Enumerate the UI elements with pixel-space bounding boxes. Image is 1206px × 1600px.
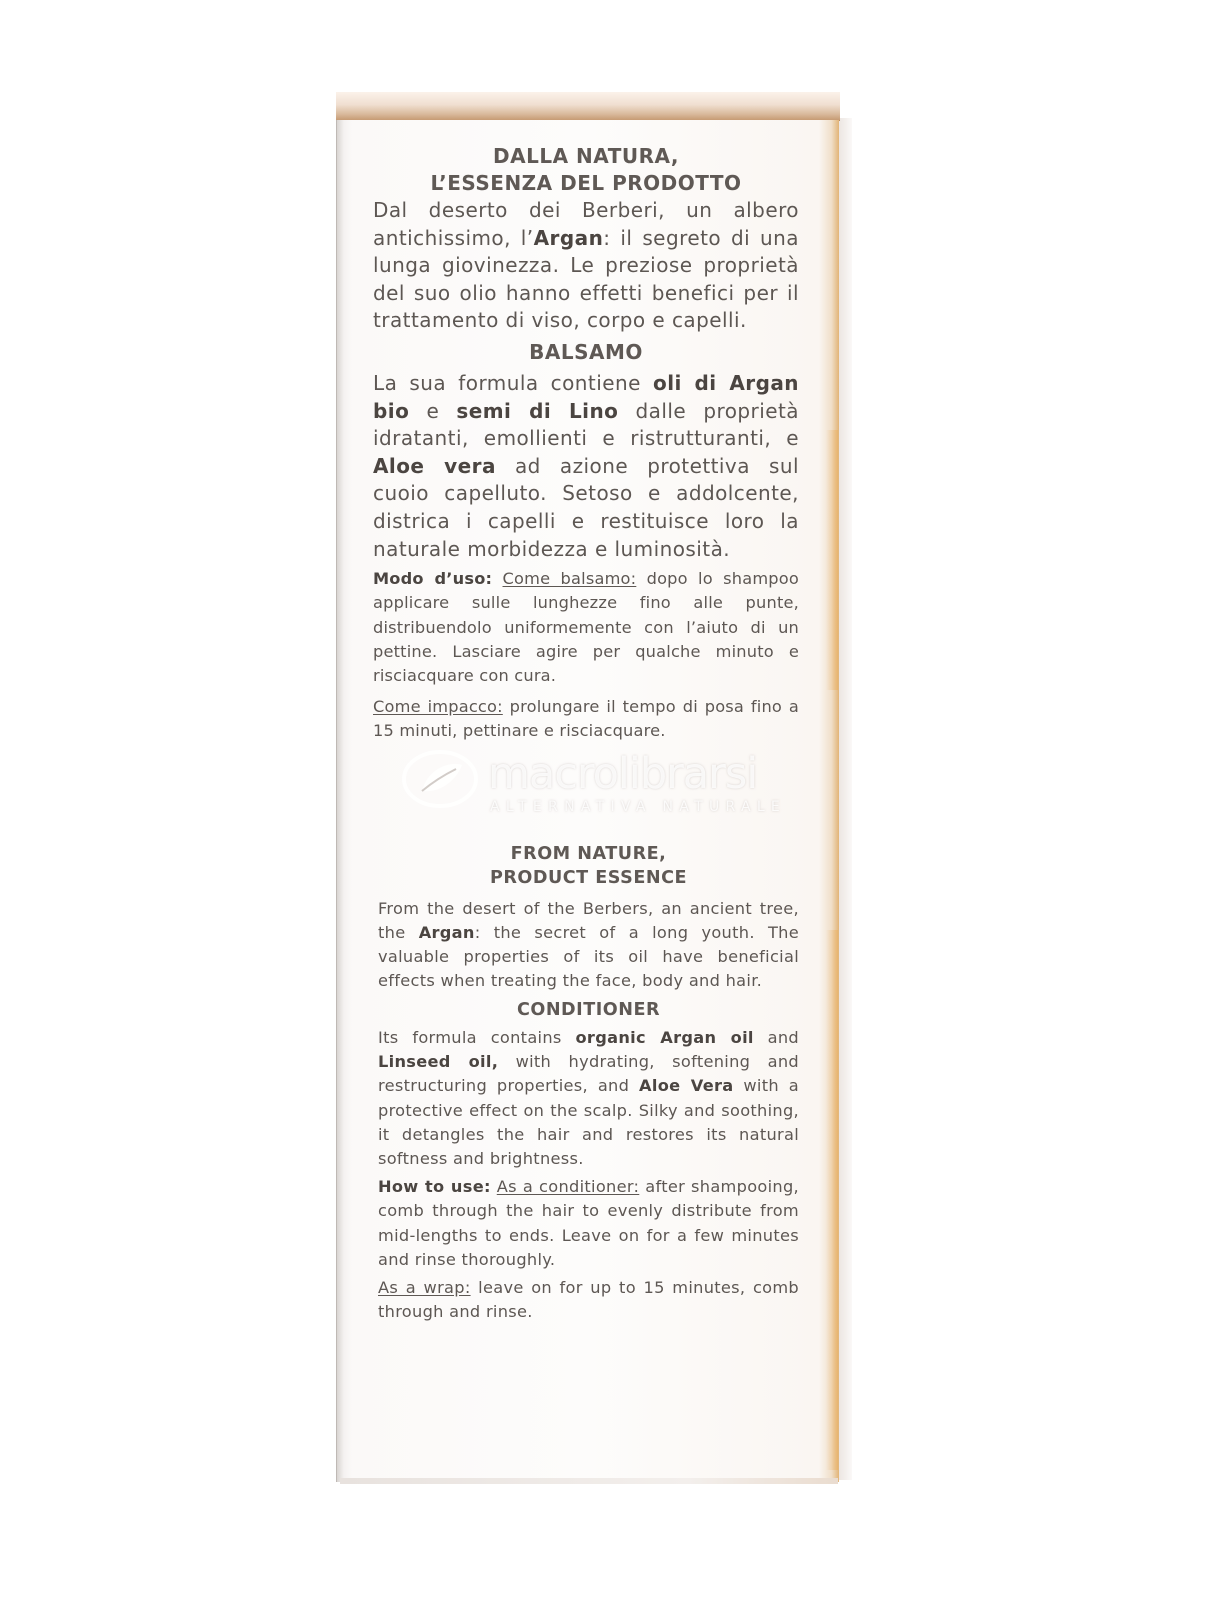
english-formula: Its formula contains organic Argan oil and Linseed oil, with hydrating, softening and restructuring properties, and Aloe Vera with a protective effect on the scalp. Silky and soothing, it detangles the hair and restores its natural softness and brightness. [378, 1028, 800, 1169]
english-text-block [378, 842, 799, 1324]
box-edge-glow [826, 930, 838, 1470]
english-usage-wrap: As a wrap: leave on for up to 15 minutes, comb through and rinse. [378, 1278, 800, 1322]
italian-intro: Dal deserto dei Berberi, un albero antichissimo, l’Argan: il segreto di una lunga giovinezza. Le preziose proprietà del suo olio hanno effetti benefici per il trattamento di viso, corpo e capelli. [373, 198, 799, 333]
watermark-tagline: ALTERNATIVA NATURALE [490, 799, 787, 815]
italian-heading: DALLA NATURA, L’ESSENZA DEL PRODOTTO [430, 144, 742, 195]
italian-usage-wrap: Come impacco: prolungare il tempo di posa fino a 15 minuti, pettinare e risciacquare. [373, 696, 799, 740]
english-usage: How to use: As a conditioner: after shampooing, comb through the hair to evenly distribute from mid-lengths to ends. Leave on for a few minutes and rinse thoroughly. [378, 1177, 799, 1269]
box-top-edge [336, 92, 840, 121]
italian-text-block [373, 143, 799, 743]
english-heading: FROM NATURE, PRODUCT ESSENCE [489, 844, 688, 889]
italian-product-heading: BALSAMO [529, 339, 643, 364]
english-intro: From the desert of the Berbers, an ancient tree, the Argan: the secret of a long youth. The valuable properties of its oil have beneficial effects when treating the face, body and hair. [378, 898, 799, 991]
box-edge-glow [826, 430, 838, 690]
italian-formula: La sua formula contiene oli di Argan bio e semi di Lino dalle proprietà idratanti, emollienti e ristrutturanti, e Aloe vera ad azione protettiva sul cuoio capelluto. Setoso e addolcente, districa i capelli e restituisce loro la naturale morbidezza e luminosità. [373, 370, 799, 561]
italian-usage: Modo d’uso: Come balsamo: dopo lo shampoo applicare sulle lunghezze fino alle punte, distribuendolo uniformemente con l’aiuto di un pettine. Lasciare agire per qualche minuto e risciacquare con cura. [373, 569, 799, 686]
box-bottom-edge [340, 1478, 838, 1484]
watermark-name: macrolibrarsi [488, 749, 758, 799]
english-product-heading: CONDITIONER [516, 999, 661, 1020]
